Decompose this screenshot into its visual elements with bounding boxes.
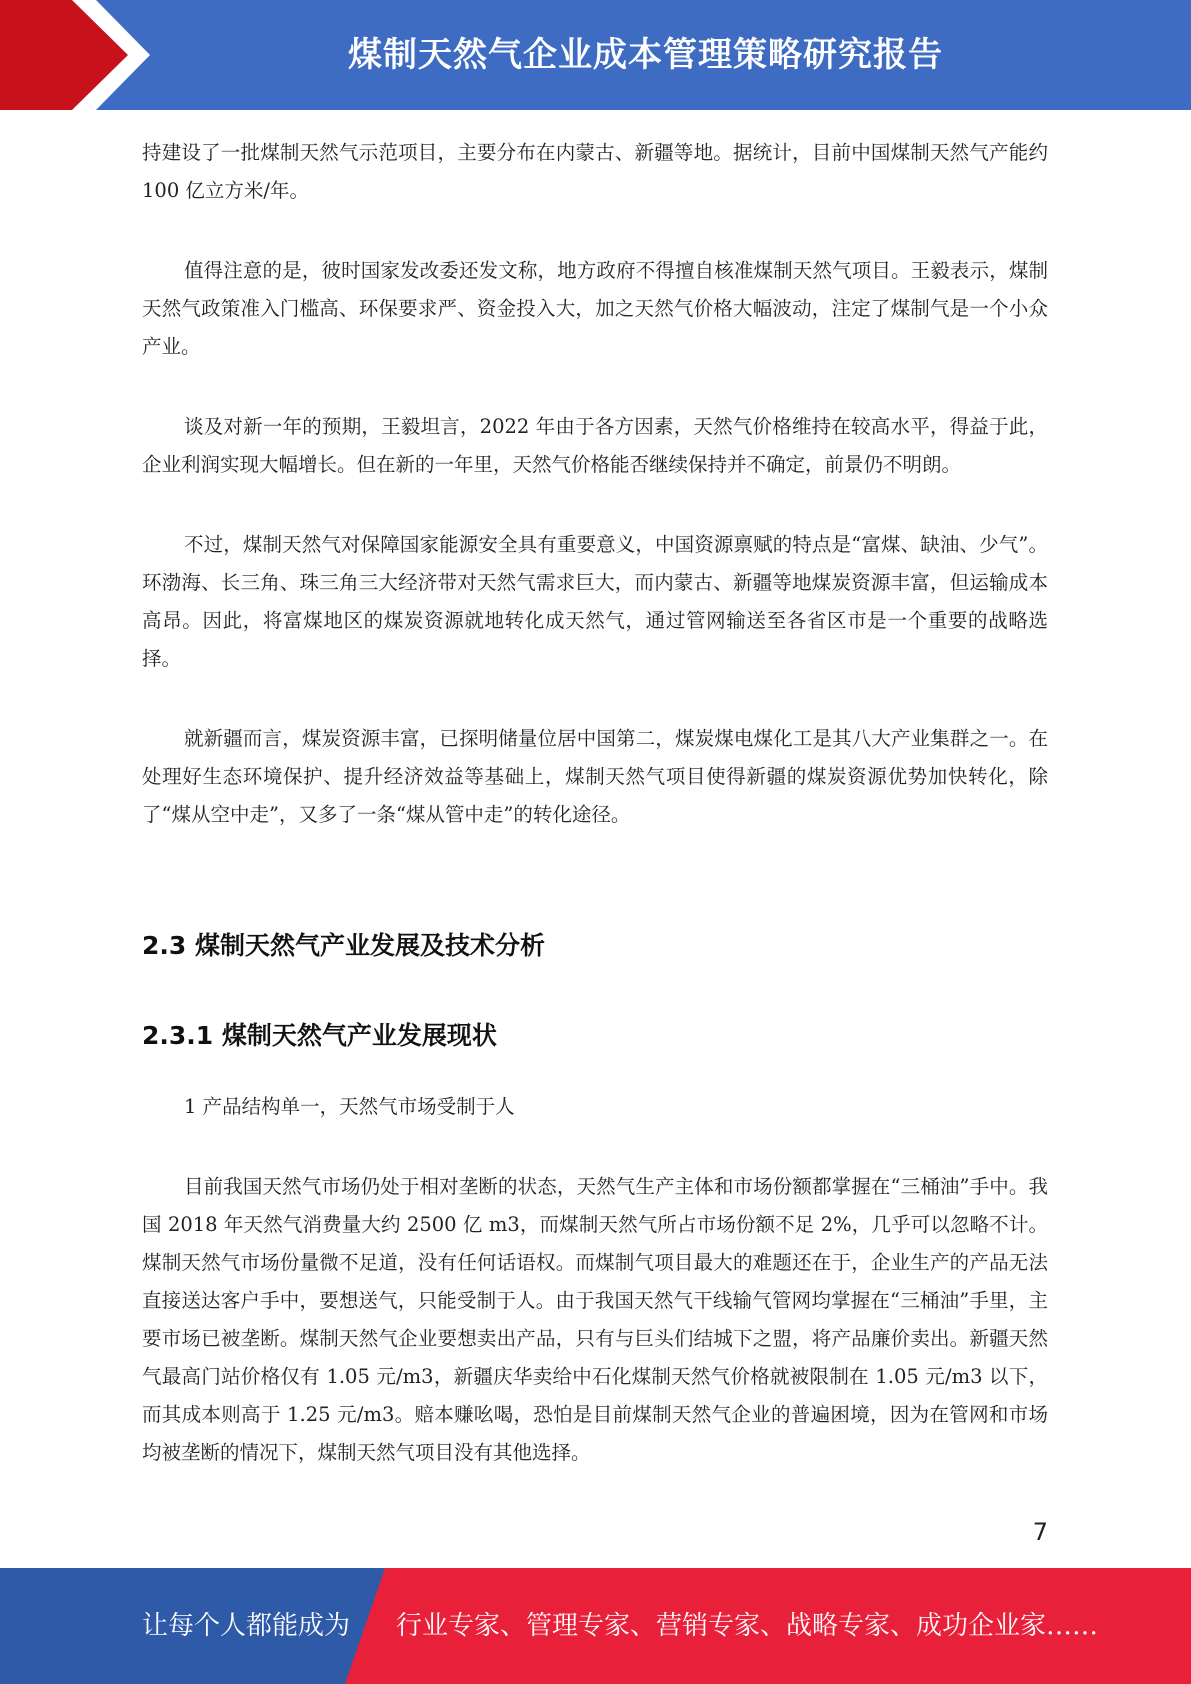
body-paragraph-3: 谈及对新一年的预期，王毅坦言，2022 年由于各方因素，天然气价格维持在较高水平，得益于此，企业利润实现大幅增长。但在新的一年里，天然气价格能否继续保持并不确定，前景仍不明朗。: [142, 415, 1048, 476]
page-number: 7: [1032, 1518, 1048, 1546]
page-footer: [0, 1568, 1191, 1684]
page-header: [0, 0, 1191, 110]
footer-slogan-left: 让每个人都能成为: [142, 1611, 351, 1641]
report-title: 煤制天然气企业成本管理策略研究报告: [348, 35, 943, 75]
section-heading-2-3: 2.3 煤制天然气产业发展及技术分析: [142, 931, 545, 960]
list-item-1: 1 产品结构单一，天然气市场受制于人: [184, 1095, 515, 1118]
body-paragraph-2: 值得注意的是，彼时国家发改委还发文称，地方政府不得擅自核准煤制天然气项目。王毅表示，煤制天然气政策准入门槛高、环保要求严、资金投入大，加之天然气价格大幅波动，注定了煤制气是一个小众产业。: [142, 259, 1048, 358]
body-paragraph-1: 持建设了一批煤制天然气示范项目，主要分布在内蒙古、新疆等地。据统计，目前中国煤制天然气产能约 100 亿立方米/年。: [142, 141, 1048, 202]
footer-slogan-right: 行业专家、管理专家、营销专家、战略专家、成功企业家……: [396, 1611, 1099, 1641]
header-arrow-decoration: [0, 0, 160, 110]
document-body: [142, 134, 1048, 1472]
body-paragraph-4: 不过，煤制天然气对保障国家能源安全具有重要意义，中国资源禀赋的特点是“富煤、缺油、少气”。环渤海、长三角、珠三角三大经济带对天然气需求巨大，而内蒙古、新疆等地煤炭资源丰富，但运输成本高昂。因此，将富煤地区的煤炭资源就地转化成天然气，通过管网输送至各省区市是一个重要的战略选择。: [142, 533, 1048, 670]
body-paragraph-6: 目前我国天然气市场仍处于相对垄断的状态，天然气生产主体和市场份额都掌握在“三桶油”手中。我国 2018 年天然气消费量大约 2500 亿 m3，而煤制天然气所占市场份额不足 2%，几乎可以忽略不计。煤制天然气市场份量微不足道，没有任何话语权。而煤制气项目最大的难题还在于，企业生产的产品无法直接送达客户手中，要想送气，只能受制于人。由于我国天然气干线输气管网均掌握在“三桶油”手里，主要市场已被垄断。煤制天然气企业要想卖出产品，只有与巨头们结城下之盟，将产品廉价卖出。新疆天然气最高门站价格仅有 1.05 元/m3，新疆庆华卖给中石化煤制天然气价格就被限制在 1.05 元/m3 以下，而其成本则高于 1.25 元/m3。赔本赚吆喝，恐怕是目前煤制天然气企业的普遍困境，因为在管网和市场均被垄断的情况下，煤制天然气项目没有其他选择。: [142, 1175, 1048, 1464]
body-paragraph-5: 就新疆而言，煤炭资源丰富，已探明储量位居中国第二，煤炭煤电煤化工是其八大产业集群之一。在处理好生态环境保护、提升经济效益等基础上，煤制天然气项目使得新疆的煤炭资源优势加快转化，除了“煤从空中走”，又多了一条“煤从管中走”的转化途径。: [142, 727, 1048, 826]
section-heading-2-3-1: 2.3.1 煤制天然气产业发展现状: [142, 1021, 497, 1050]
